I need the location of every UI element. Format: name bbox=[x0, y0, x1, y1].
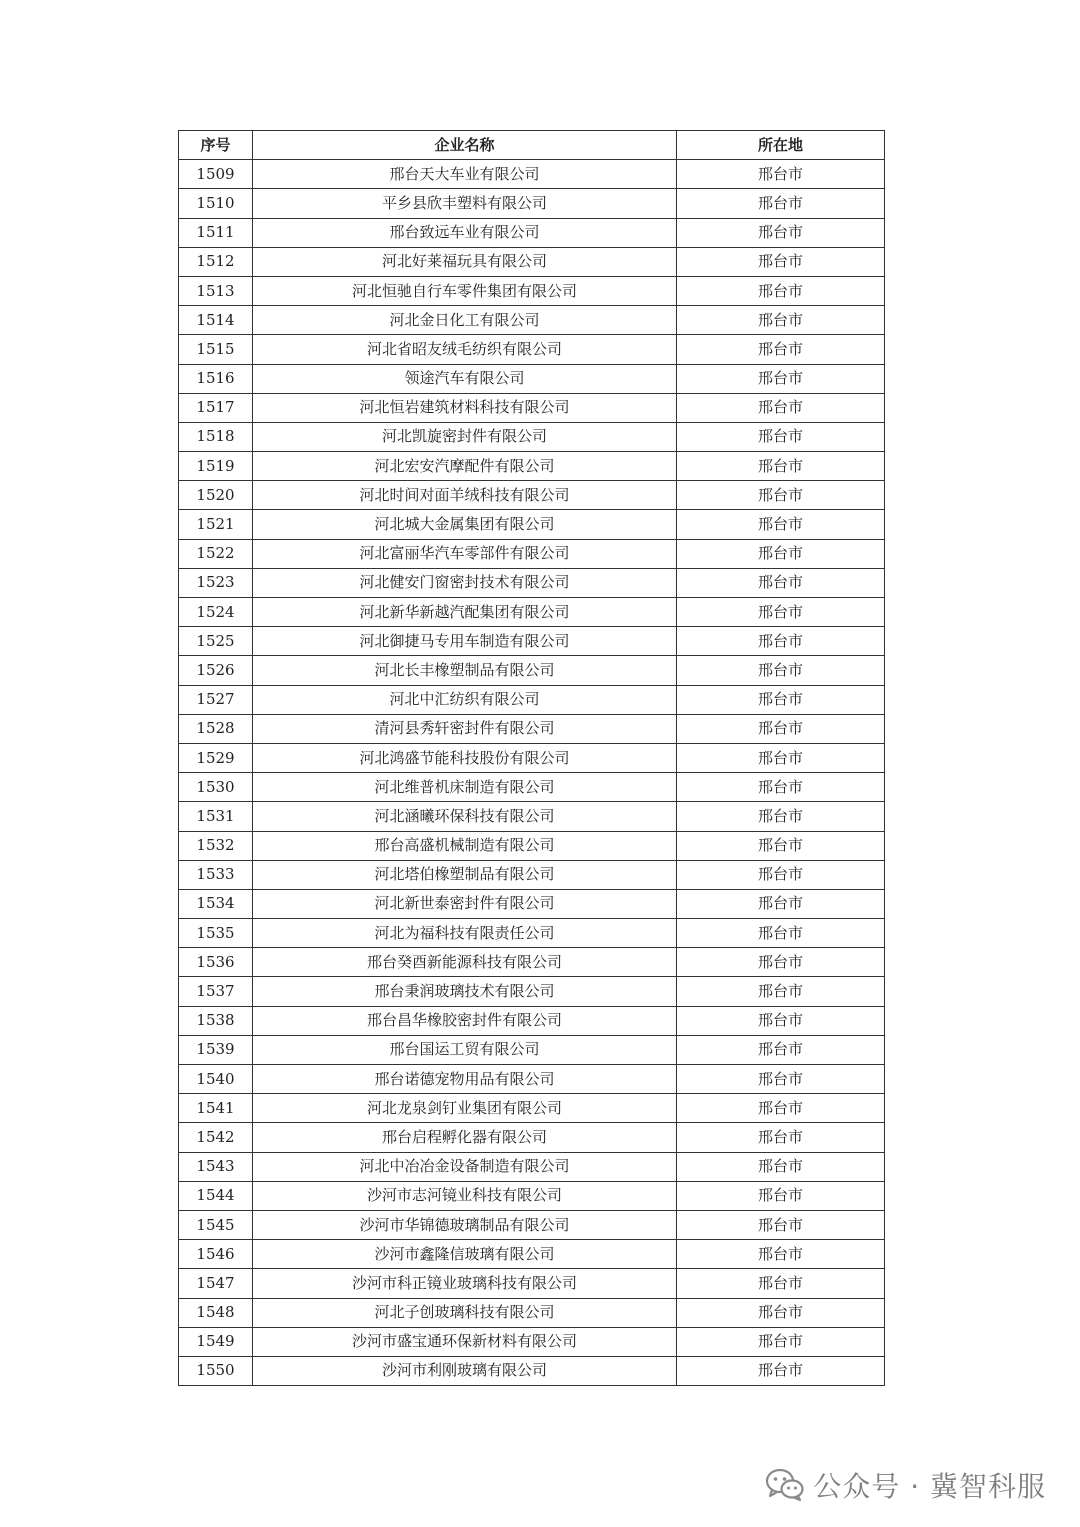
cell-index: 1550 bbox=[179, 1356, 253, 1385]
cell-location: 邢台市 bbox=[677, 568, 885, 597]
cell-company-name: 河北新世泰密封件有限公司 bbox=[253, 889, 677, 918]
cell-location: 邢台市 bbox=[677, 1065, 885, 1094]
table-row bbox=[179, 773, 885, 802]
cell-index: 1545 bbox=[179, 1210, 253, 1239]
wechat-icon bbox=[765, 1468, 805, 1502]
cell-location: 邢台市 bbox=[677, 160, 885, 189]
table-row bbox=[179, 568, 885, 597]
cell-location: 邢台市 bbox=[677, 656, 885, 685]
table-row bbox=[179, 1240, 885, 1269]
table-row bbox=[179, 189, 885, 218]
cell-location: 邢台市 bbox=[677, 1006, 885, 1035]
cell-company-name: 领途汽车有限公司 bbox=[253, 364, 677, 393]
cell-index: 1521 bbox=[179, 510, 253, 539]
cell-company-name: 河北恒岩建筑材料科技有限公司 bbox=[253, 393, 677, 422]
cell-location: 邢台市 bbox=[677, 714, 885, 743]
cell-location: 邢台市 bbox=[677, 977, 885, 1006]
cell-company-name: 邢台致远车业有限公司 bbox=[253, 218, 677, 247]
watermark bbox=[765, 1465, 1046, 1505]
cell-company-name: 平乡县欣丰塑料有限公司 bbox=[253, 189, 677, 218]
cell-company-name: 河北时间对面羊绒科技有限公司 bbox=[253, 481, 677, 510]
cell-company-name: 沙河市盛宝通环保新材料有限公司 bbox=[253, 1327, 677, 1356]
cell-index: 1509 bbox=[179, 160, 253, 189]
watermark-text: 公众号 · 冀智科服 bbox=[813, 1470, 1046, 1503]
cell-location: 邢台市 bbox=[677, 948, 885, 977]
cell-index: 1518 bbox=[179, 422, 253, 451]
cell-index: 1512 bbox=[179, 247, 253, 276]
cell-index: 1532 bbox=[179, 831, 253, 860]
cell-company-name: 河北长丰橡塑制品有限公司 bbox=[253, 656, 677, 685]
cell-company-name: 沙河市利刚玻璃有限公司 bbox=[253, 1356, 677, 1385]
cell-index: 1531 bbox=[179, 802, 253, 831]
cell-company-name: 河北龙泉剑钉业集团有限公司 bbox=[253, 1094, 677, 1123]
cell-index: 1539 bbox=[179, 1035, 253, 1064]
cell-location: 邢台市 bbox=[677, 335, 885, 364]
table-row bbox=[179, 510, 885, 539]
cell-index: 1529 bbox=[179, 743, 253, 772]
cell-index: 1546 bbox=[179, 1240, 253, 1269]
cell-location: 邢台市 bbox=[677, 1327, 885, 1356]
header-index: 序号 bbox=[179, 131, 253, 160]
table-row bbox=[179, 481, 885, 510]
cell-location: 邢台市 bbox=[677, 1298, 885, 1327]
cell-location: 邢台市 bbox=[677, 276, 885, 305]
cell-location: 邢台市 bbox=[677, 860, 885, 889]
cell-index: 1535 bbox=[179, 919, 253, 948]
cell-company-name: 清河县秀轩密封件有限公司 bbox=[253, 714, 677, 743]
cell-company-name: 河北新华新越汽配集团有限公司 bbox=[253, 598, 677, 627]
header-company-name: 企业名称 bbox=[253, 131, 677, 160]
cell-location: 邢台市 bbox=[677, 539, 885, 568]
cell-company-name: 邢台昌华橡胶密封件有限公司 bbox=[253, 1006, 677, 1035]
cell-location: 邢台市 bbox=[677, 1240, 885, 1269]
cell-company-name: 邢台高盛机械制造有限公司 bbox=[253, 831, 677, 860]
cell-index: 1548 bbox=[179, 1298, 253, 1327]
cell-location: 邢台市 bbox=[677, 831, 885, 860]
cell-company-name: 河北中冶冶金设备制造有限公司 bbox=[253, 1152, 677, 1181]
cell-index: 1541 bbox=[179, 1094, 253, 1123]
cell-index: 1543 bbox=[179, 1152, 253, 1181]
table-row bbox=[179, 685, 885, 714]
table-row bbox=[179, 452, 885, 481]
table-row bbox=[179, 247, 885, 276]
table-row bbox=[179, 1327, 885, 1356]
cell-location: 邢台市 bbox=[677, 452, 885, 481]
cell-index: 1511 bbox=[179, 218, 253, 247]
table-row bbox=[179, 831, 885, 860]
cell-index: 1526 bbox=[179, 656, 253, 685]
cell-index: 1522 bbox=[179, 539, 253, 568]
table-row bbox=[179, 306, 885, 335]
cell-location: 邢台市 bbox=[677, 364, 885, 393]
cell-company-name: 河北鸿盛节能科技股份有限公司 bbox=[253, 743, 677, 772]
cell-index: 1527 bbox=[179, 685, 253, 714]
table-row bbox=[179, 1123, 885, 1152]
cell-location: 邢台市 bbox=[677, 743, 885, 772]
cell-company-name: 河北宏安汽摩配件有限公司 bbox=[253, 452, 677, 481]
cell-index: 1514 bbox=[179, 306, 253, 335]
table-header-row bbox=[179, 131, 885, 160]
table-row bbox=[179, 977, 885, 1006]
cell-index: 1538 bbox=[179, 1006, 253, 1035]
cell-company-name: 邢台诺德宠物用品有限公司 bbox=[253, 1065, 677, 1094]
cell-location: 邢台市 bbox=[677, 1094, 885, 1123]
cell-index: 1528 bbox=[179, 714, 253, 743]
cell-company-name: 河北维普机床制造有限公司 bbox=[253, 773, 677, 802]
table-row bbox=[179, 598, 885, 627]
cell-index: 1519 bbox=[179, 452, 253, 481]
cell-location: 邢台市 bbox=[677, 919, 885, 948]
table-row bbox=[179, 1065, 885, 1094]
cell-location: 邢台市 bbox=[677, 306, 885, 335]
cell-location: 邢台市 bbox=[677, 481, 885, 510]
cell-location: 邢台市 bbox=[677, 510, 885, 539]
table-row bbox=[179, 1152, 885, 1181]
cell-company-name: 河北子创玻璃科技有限公司 bbox=[253, 1298, 677, 1327]
table-row bbox=[179, 218, 885, 247]
cell-location: 邢台市 bbox=[677, 1152, 885, 1181]
cell-company-name: 河北为福科技有限责任公司 bbox=[253, 919, 677, 948]
cell-company-name: 河北中汇纺织有限公司 bbox=[253, 685, 677, 714]
table-row bbox=[179, 335, 885, 364]
cell-location: 邢台市 bbox=[677, 1356, 885, 1385]
cell-company-name: 沙河市鑫隆信玻璃有限公司 bbox=[253, 1240, 677, 1269]
cell-location: 邢台市 bbox=[677, 598, 885, 627]
cell-location: 邢台市 bbox=[677, 773, 885, 802]
table-row bbox=[179, 1356, 885, 1385]
cell-location: 邢台市 bbox=[677, 218, 885, 247]
cell-company-name: 河北富丽华汽车零部件有限公司 bbox=[253, 539, 677, 568]
cell-location: 邢台市 bbox=[677, 1181, 885, 1210]
cell-index: 1515 bbox=[179, 335, 253, 364]
table-row bbox=[179, 1181, 885, 1210]
table-row bbox=[179, 1006, 885, 1035]
cell-index: 1544 bbox=[179, 1181, 253, 1210]
cell-index: 1530 bbox=[179, 773, 253, 802]
cell-company-name: 河北城大金属集团有限公司 bbox=[253, 510, 677, 539]
cell-company-name: 邢台癸酉新能源科技有限公司 bbox=[253, 948, 677, 977]
table-row bbox=[179, 1210, 885, 1239]
cell-company-name: 河北涵曦环保科技有限公司 bbox=[253, 802, 677, 831]
table-row bbox=[179, 276, 885, 305]
table-row bbox=[179, 889, 885, 918]
cell-index: 1547 bbox=[179, 1269, 253, 1298]
cell-index: 1516 bbox=[179, 364, 253, 393]
enterprise-table bbox=[178, 130, 885, 1386]
cell-index: 1525 bbox=[179, 627, 253, 656]
cell-company-name: 河北金日化工有限公司 bbox=[253, 306, 677, 335]
table-row bbox=[179, 422, 885, 451]
cell-index: 1513 bbox=[179, 276, 253, 305]
table-body bbox=[179, 160, 885, 1386]
cell-company-name: 河北恒驰自行车零件集团有限公司 bbox=[253, 276, 677, 305]
table-row bbox=[179, 802, 885, 831]
cell-index: 1533 bbox=[179, 860, 253, 889]
cell-index: 1549 bbox=[179, 1327, 253, 1356]
cell-location: 邢台市 bbox=[677, 627, 885, 656]
cell-company-name: 邢台国运工贸有限公司 bbox=[253, 1035, 677, 1064]
table-row bbox=[179, 656, 885, 685]
cell-company-name: 河北凯旋密封件有限公司 bbox=[253, 422, 677, 451]
cell-location: 邢台市 bbox=[677, 685, 885, 714]
cell-location: 邢台市 bbox=[677, 1210, 885, 1239]
table-row bbox=[179, 860, 885, 889]
table-row bbox=[179, 919, 885, 948]
cell-index: 1542 bbox=[179, 1123, 253, 1152]
enterprise-table-container bbox=[178, 130, 884, 1386]
cell-index: 1537 bbox=[179, 977, 253, 1006]
table-row bbox=[179, 1035, 885, 1064]
cell-location: 邢台市 bbox=[677, 889, 885, 918]
cell-company-name: 沙河市志河镜业科技有限公司 bbox=[253, 1181, 677, 1210]
cell-index: 1517 bbox=[179, 393, 253, 422]
table-row bbox=[179, 539, 885, 568]
table-row bbox=[179, 364, 885, 393]
cell-company-name: 邢台秉润玻璃技术有限公司 bbox=[253, 977, 677, 1006]
cell-location: 邢台市 bbox=[677, 189, 885, 218]
cell-index: 1524 bbox=[179, 598, 253, 627]
table-row bbox=[179, 393, 885, 422]
cell-location: 邢台市 bbox=[677, 1035, 885, 1064]
cell-index: 1510 bbox=[179, 189, 253, 218]
cell-company-name: 邢台启程孵化器有限公司 bbox=[253, 1123, 677, 1152]
cell-company-name: 河北塔伯橡塑制品有限公司 bbox=[253, 860, 677, 889]
cell-location: 邢台市 bbox=[677, 422, 885, 451]
cell-index: 1523 bbox=[179, 568, 253, 597]
cell-index: 1534 bbox=[179, 889, 253, 918]
table-row bbox=[179, 1094, 885, 1123]
table-row bbox=[179, 714, 885, 743]
cell-company-name: 沙河市科正镜业玻璃科技有限公司 bbox=[253, 1269, 677, 1298]
table-row bbox=[179, 1269, 885, 1298]
cell-company-name: 河北御捷马专用车制造有限公司 bbox=[253, 627, 677, 656]
cell-company-name: 河北健安门窗密封技术有限公司 bbox=[253, 568, 677, 597]
table-row bbox=[179, 627, 885, 656]
table-row bbox=[179, 743, 885, 772]
cell-location: 邢台市 bbox=[677, 393, 885, 422]
cell-company-name: 河北省昭友绒毛纺织有限公司 bbox=[253, 335, 677, 364]
cell-location: 邢台市 bbox=[677, 247, 885, 276]
header-location: 所在地 bbox=[677, 131, 885, 160]
cell-index: 1536 bbox=[179, 948, 253, 977]
table-row bbox=[179, 160, 885, 189]
cell-index: 1540 bbox=[179, 1065, 253, 1094]
cell-index: 1520 bbox=[179, 481, 253, 510]
table-row bbox=[179, 1298, 885, 1327]
cell-location: 邢台市 bbox=[677, 1269, 885, 1298]
table-row bbox=[179, 948, 885, 977]
cell-company-name: 沙河市华锦德玻璃制品有限公司 bbox=[253, 1210, 677, 1239]
cell-location: 邢台市 bbox=[677, 802, 885, 831]
cell-location: 邢台市 bbox=[677, 1123, 885, 1152]
cell-company-name: 邢台天大车业有限公司 bbox=[253, 160, 677, 189]
cell-company-name: 河北好莱福玩具有限公司 bbox=[253, 247, 677, 276]
